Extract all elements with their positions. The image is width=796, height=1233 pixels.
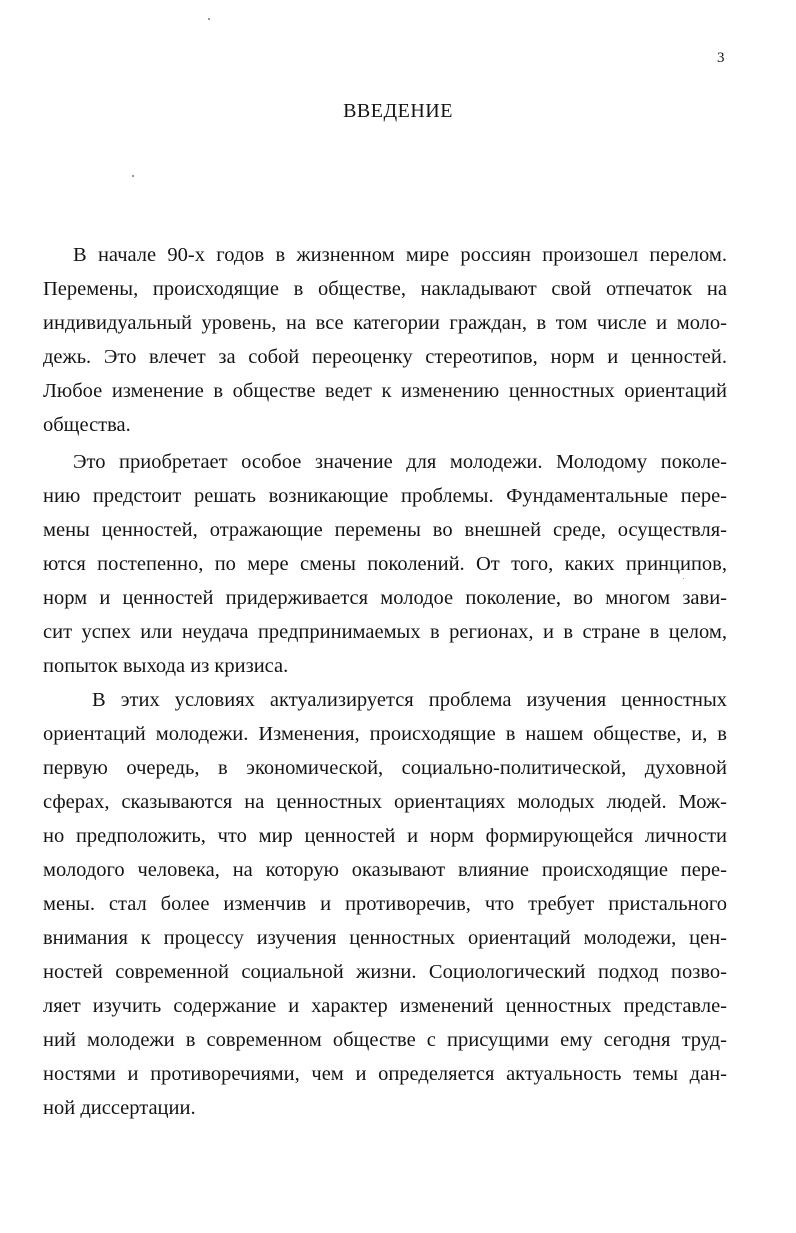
text-line: общества. [43,414,131,436]
text-line: В начале 90-х годов в жизненном мире россиян произошел перелом. [73,244,727,266]
text-line: первую очередь, в экономической, социально-политической, духовной [43,757,727,779]
page-title: ВВЕДЕНИЕ [343,100,453,122]
text-line: но предположить, что мир ценностей и норм формирующейся личности [43,825,727,847]
text-line: сферах, сказываются на ценностных ориентациях молодых людей. Мож- [43,791,727,813]
text-line: молодого человека, на которую оказывают влияние происходящие пере- [43,859,727,881]
text-line: ляет изучить содержание и характер изменений ценностных представле- [43,995,727,1017]
text-line: Это приобретает особое значение для молодежи. Молодому поколе- [73,451,727,473]
text-line: ной диссертации. [43,1097,196,1119]
scan-speck [208,18,210,20]
text-line: ются постепенно, по мере смены поколений. От того, каких принципов, [43,553,727,575]
page-number: 3 [717,50,725,66]
text-line: ориентаций молодежи. Изменения, происходящие в нашем обществе, и, в [43,723,727,745]
text-line: В этих условиях актуализируется проблема изучения ценностных [92,689,727,711]
text-line: Перемены, происходящие в обществе, накладывают свой отпечаток на [43,278,727,300]
text-line: дежь. Это влечет за собой переоценку стереотипов, норм и ценностей. [43,346,727,368]
scan-speck [683,578,684,579]
text-line: попыток выхода из кризиса. [43,655,289,677]
scan-speck [132,175,134,177]
text-line: ностей современной социальной жизни. Социологический подход позво- [43,961,727,983]
text-line: Любое изменение в обществе ведет к изменению ценностных ориентаций [43,380,727,402]
text-line: ний молодежи в современном обществе с присущими ему сегодня труд- [43,1029,727,1051]
text-line: сит успех или неудача предпринимаемых в регионах, и в стране в целом, [43,621,727,643]
text-line: мены. стал более изменчив и противоречив, что требует пристального [43,893,727,915]
text-line: нию предстоит решать возникающие проблемы. Фундаментальные пере- [43,485,727,507]
text-line: мены ценностей, отражающие перемены во внешней среде, осуществля- [43,519,727,541]
text-line: внимания к процессу изучения ценностных ориентаций молодежи, цен- [43,927,727,949]
text-line: индивидуальный уровень, на все категории граждан, в том числе и моло- [43,312,727,334]
text-line: ностями и противоречиями, чем и определяется актуальность темы дан- [43,1063,727,1085]
text-line: норм и ценностей придерживается молодое поколение, во многом зави- [43,587,727,609]
